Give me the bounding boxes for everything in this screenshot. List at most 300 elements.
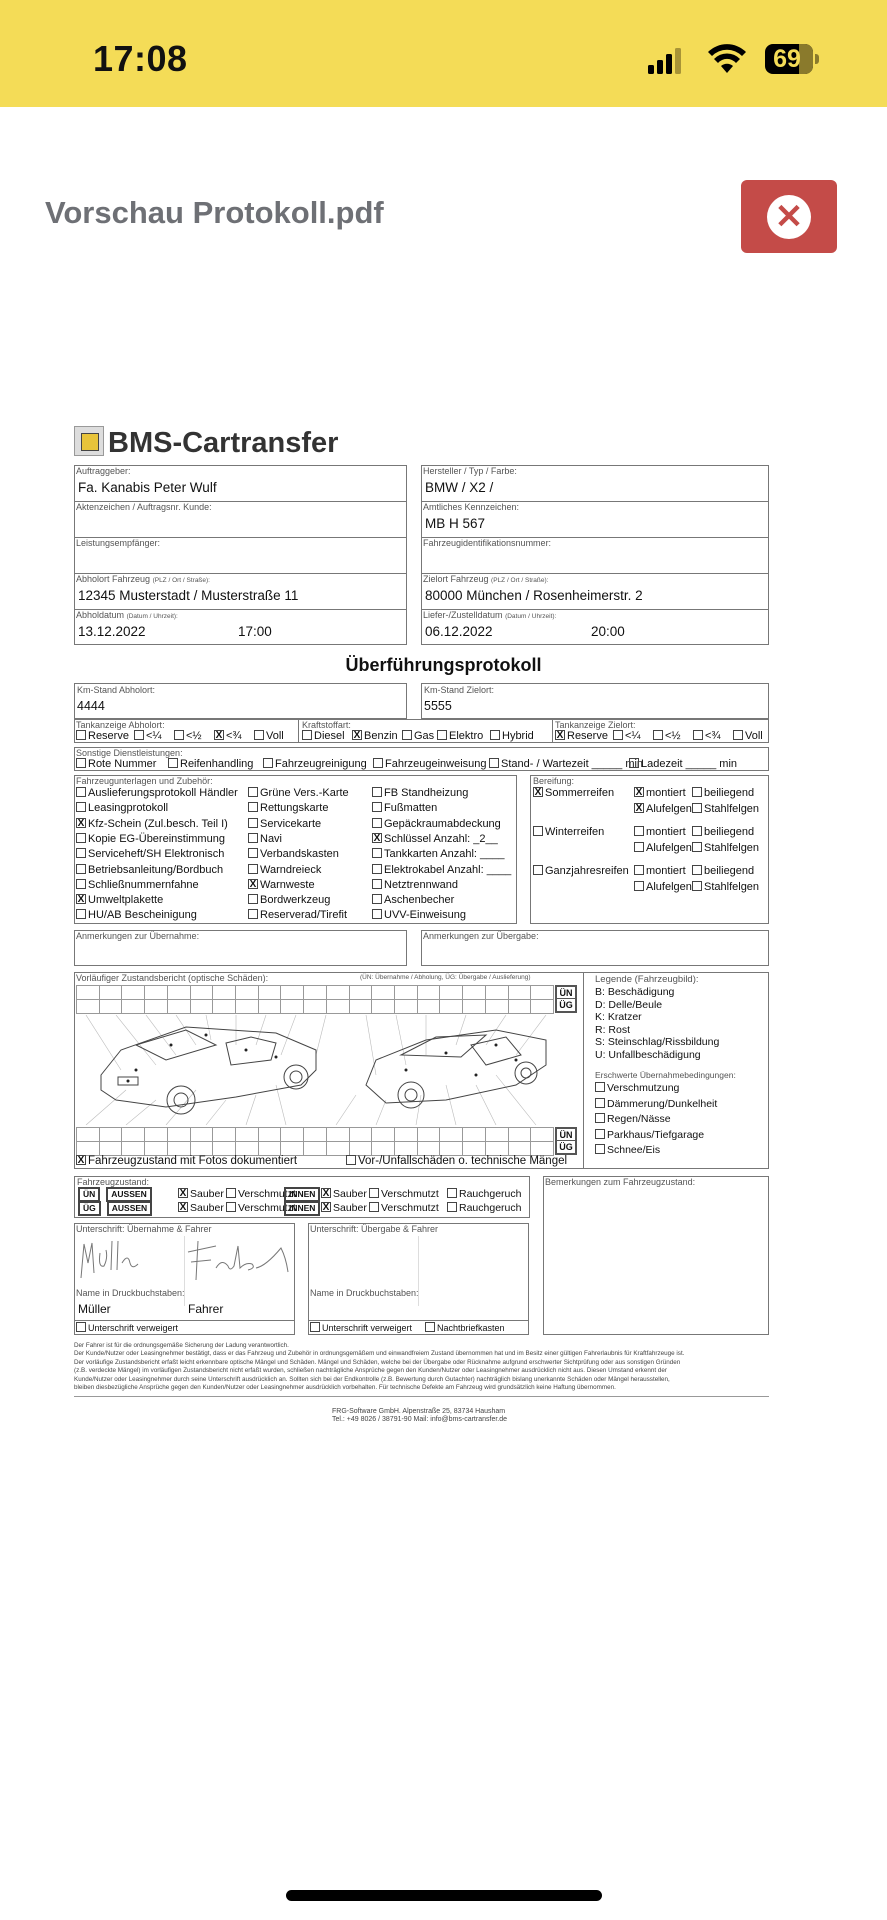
document-option[interactable] [372,787,468,799]
checkbox-icon [733,730,743,740]
checkbox-label: <½ [665,730,681,742]
damage-cell[interactable] [281,1142,304,1156]
km-dest-value: 5555 [424,699,452,713]
checkbox-label: Sauber [333,1202,367,1214]
tire-mount-option[interactable] [634,865,686,877]
checkbox-label: montiert [646,826,686,838]
tank_pickup-option[interactable] [214,730,242,742]
checkbox-icon [76,787,86,797]
field-label [423,574,548,584]
document-option[interactable] [372,894,454,906]
damage-cell[interactable] [145,1142,168,1156]
document-option[interactable] [76,864,223,876]
checkbox-icon [226,1188,236,1198]
tire-mount-option[interactable] [634,787,686,799]
tire-mount-option[interactable] [692,826,754,838]
checkbox-icon [692,787,702,797]
checkbox-label: Reserve [567,730,608,742]
remarks-box[interactable] [543,1176,769,1335]
rim-option[interactable] [634,842,692,854]
checkbox-label: Dämmerung/Dunkelheit [607,1097,718,1110]
field-label-text: Auftraggeber: [76,466,131,476]
fuel-option[interactable] [490,730,534,742]
fuel-option[interactable] [302,730,345,742]
tank-dest-label: Tankanzeige Zielort: [555,720,636,730]
checkbox-checked-icon [634,803,644,813]
field-value[interactable]: MB H 567 [425,516,486,531]
checkbox-label: Leasingprotokoll [88,802,169,815]
damage-cell[interactable] [213,1142,236,1156]
tank_pickup-option[interactable] [174,730,202,742]
document-option[interactable] [372,802,437,814]
tank_pickup-option[interactable] [76,730,129,742]
damage-cell[interactable] [122,1000,145,1014]
field-label-text: Zielort Fahrzeug [423,574,489,584]
legend-item: K: Kratzer [595,1011,642,1023]
damage-cell[interactable] [281,1128,304,1142]
checkbox-icon [373,758,383,768]
damage-cell[interactable] [486,1000,509,1014]
damage-cell[interactable] [236,1000,259,1014]
checkbox-label: Schnee/Eis [607,1144,661,1156]
damage-cell[interactable] [281,986,304,1000]
home-indicator[interactable] [286,1890,602,1901]
damage-cell[interactable] [418,1142,441,1156]
condition-row [78,1187,154,1202]
checkbox-checked-icon [76,894,86,904]
damage-cell[interactable] [440,1142,463,1156]
checkbox-icon [402,730,412,740]
damage-cell[interactable] [168,1000,191,1014]
damage-cell[interactable] [281,1000,304,1014]
checkbox-icon [226,1202,236,1212]
checkbox-icon [595,1144,605,1154]
legend-item: U: Unfallbeschädigung [595,1048,701,1061]
fuel-option[interactable] [437,730,483,742]
un-tag: ÜN [557,987,575,999]
damage-cell[interactable] [509,1000,532,1014]
damage-cell[interactable] [100,986,123,1000]
damage-cell[interactable] [350,1142,373,1156]
damage-cell[interactable] [418,986,441,1000]
damage-cell[interactable] [304,1000,327,1014]
damage-cell[interactable] [509,1128,532,1142]
condition-option[interactable] [595,1129,704,1141]
checkbox-label: Diesel [314,730,345,742]
checkbox-label: Voll [745,730,763,742]
checkbox-checked-icon [321,1188,331,1198]
tire-mount-option[interactable] [692,787,754,799]
damage-cell[interactable] [168,1128,191,1142]
checkbox-icon [76,848,86,858]
damage-cell[interactable] [100,1142,123,1156]
fuel-option[interactable] [402,730,434,742]
document-option[interactable] [248,894,330,906]
mailbox-checkbox[interactable] [425,1322,505,1333]
damage-cell[interactable] [145,1128,168,1142]
rim-option[interactable] [634,803,692,815]
battery-level: 69 [773,45,801,73]
damage-cell[interactable] [100,1128,123,1142]
document-option[interactable] [372,833,498,845]
document-option[interactable] [372,848,504,860]
field-label [423,538,551,548]
disclaimer-line: Der Kunde/Nutzer oder Leasingnehmer bestätigt, dass er das Fahrzeug und Zubehör in ordnungsgemäßem und einwandfreiem Zustand übernommen hat und im Besitz einer gültigen Fahrerlaubnis für Kraftfahrzeuge ist. [74,1350,685,1358]
damage-cell[interactable] [122,1128,145,1142]
checkbox-icon [76,758,86,768]
field-label-text: Amtliches Kennzeichen: [423,502,520,512]
checkbox-label: Reserverad/Tirefit [260,909,348,922]
field-label-text: Fahrzeugidentifikationsnummer: [423,538,552,548]
checkbox-checked-icon [76,1155,86,1165]
tank_dest-option[interactable] [555,730,608,742]
checkbox-icon [168,758,178,768]
tire-type-option[interactable] [533,787,614,799]
un-tag: ÜN [557,1129,575,1141]
document-option[interactable] [76,802,168,814]
damage-cell[interactable] [145,986,168,1000]
fuel-type-label: Kraftstoffart: [302,720,351,730]
legend-item: D: Delle/Beule [595,998,663,1011]
damage-cell[interactable] [259,1128,282,1142]
damage-cell[interactable] [395,1142,418,1156]
damage-cell[interactable] [531,1128,554,1142]
damage-cell[interactable] [350,986,373,1000]
interior-option[interactable] [447,1188,521,1200]
field-time[interactable]: 17:00 [238,624,272,639]
interior-option[interactable] [447,1202,521,1214]
document-option[interactable] [372,818,501,830]
document-option[interactable] [76,848,224,860]
damage-cell[interactable] [259,986,282,1000]
interior-option[interactable] [321,1188,367,1200]
refused-pickup-checkbox[interactable] [76,1322,178,1333]
name-label: Name in Druckbuchstaben: [310,1288,419,1298]
checkbox-label: Stahlfelgen [704,803,760,815]
damage-cell[interactable] [236,986,259,1000]
checkbox-icon [692,842,702,852]
checkbox-label: Tankkarten Anzahl: ____ [384,848,505,861]
checkbox-icon [369,1188,379,1198]
document-option[interactable] [76,879,199,891]
damage-cell[interactable] [259,1142,282,1156]
document-option[interactable] [372,879,458,891]
damage-cell[interactable] [236,1128,259,1142]
document-option[interactable] [76,894,163,906]
checkbox-icon [425,1322,435,1332]
damage-cell[interactable] [304,986,327,1000]
documents-label: Fahrzeugunterlagen und Zubehör: [76,776,213,786]
checkbox-label: Kfz-Schein (Zul.besch. Teil I) [88,817,228,830]
checkbox-label: Rauchgeruch [459,1188,522,1200]
condition-option[interactable] [595,1098,717,1110]
document-option[interactable] [372,864,511,876]
checkbox-label: Fahrzeugeinweisung [385,758,487,770]
field-value[interactable]: Fa. Kanabis Peter Wulf [78,480,217,495]
checkbox-icon [369,1202,379,1212]
damage-cell[interactable] [327,1142,350,1156]
damage-cell[interactable] [77,1142,100,1156]
field-label-text: Abholdatum [76,610,125,620]
document-option[interactable] [248,848,339,860]
checkbox-label: <¼ [625,730,641,742]
tire-mount-option[interactable] [692,865,754,877]
checkbox-icon [248,894,258,904]
document-option[interactable] [76,787,238,799]
damage-cell[interactable] [350,1000,373,1014]
damage-grid-top[interactable] [76,985,554,1014]
km-pickup-value: 4444 [77,699,105,713]
clock: 17:08 [93,38,188,79]
checkbox-icon [634,826,644,836]
checkbox-icon [248,787,258,797]
damage-cell[interactable] [145,1000,168,1014]
name-mueller: Müller [78,1302,111,1316]
prior-damage-checkbox[interactable] [346,1155,567,1167]
signature-fahrer[interactable] [186,1238,291,1283]
damage-cell[interactable] [395,1000,418,1014]
section-title: Überführungsprotokoll [345,655,542,675]
field-value[interactable]: BMW / X2 / [425,480,494,495]
exterior-option[interactable] [178,1188,224,1200]
brand-name: BMS-Cartransfer [108,427,339,459]
checkbox-checked-icon [178,1188,188,1198]
field-label-text: Leistungsempfänger: [76,538,161,548]
damage-cell[interactable] [213,1000,236,1014]
rim-option[interactable] [634,881,692,893]
field-value[interactable]: 06.12.2022 [425,624,493,639]
condition-option[interactable] [595,1144,660,1156]
document-option[interactable] [248,879,315,891]
checkbox-icon [595,1129,605,1139]
damage-cell[interactable] [531,1000,554,1014]
damage-cell[interactable] [191,1142,214,1156]
damage-cell[interactable] [122,1142,145,1156]
tank_dest-option[interactable] [733,730,763,742]
damage-cell[interactable] [213,1128,236,1142]
damage-cell[interactable] [100,1000,123,1014]
damage-cell[interactable] [168,986,191,1000]
service-option[interactable] [629,758,737,770]
checkbox-label: montiert [646,865,686,877]
document-option[interactable] [76,833,225,845]
tank_dest-option[interactable] [653,730,681,742]
checkbox-icon [595,1082,605,1092]
close-circle-icon: ✕ [767,195,811,239]
document-option[interactable] [248,909,347,921]
checkbox-label: Reserve [88,730,129,742]
disclaimer-line: Der Fahrer ist für die ordnungsgemäße Sicherung der Ladung verantwortlich. [74,1342,289,1349]
refused-delivery-checkbox[interactable] [310,1322,412,1333]
tank_dest-option[interactable] [693,730,721,742]
checkbox-icon [76,864,86,874]
field-label-text: Abholort Fahrzeug [76,574,151,584]
damage-cell[interactable] [395,1128,418,1142]
damage-cell[interactable] [486,1128,509,1142]
damage-cell[interactable] [463,1142,486,1156]
divider [583,972,584,1169]
tank_pickup-option[interactable] [254,730,284,742]
exterior-option[interactable] [178,1202,224,1214]
checkbox-icon [372,894,382,904]
ug-tag: ÜG [559,1142,573,1152]
field-value[interactable]: 80000 München / Rosenheimerstr. 2 [425,588,643,603]
field-value[interactable]: 13.12.2022 [78,624,146,639]
damage-cell[interactable] [327,1000,350,1014]
checkbox-icon [634,881,644,891]
footer-contact: Tel.: +49 8026 / 38791-90 Mail: info@bms-cartransfer.de [332,1416,508,1423]
legend-item: B: Beschädigung [595,986,675,998]
document-option[interactable] [76,909,197,921]
checkbox-label: <¾ [226,730,242,742]
damage-cell[interactable] [486,986,509,1000]
damage-cell[interactable] [463,1128,486,1142]
damage-cell[interactable] [327,986,350,1000]
damage-cell[interactable] [304,1142,327,1156]
rim-option[interactable] [692,803,759,815]
damage-cell[interactable] [304,1128,327,1142]
service-option[interactable] [76,758,156,770]
damage-cell[interactable] [509,1142,532,1156]
checkbox-icon [634,865,644,875]
damage-cell[interactable] [191,986,214,1000]
condition-option[interactable] [595,1113,671,1125]
interior-option[interactable] [321,1202,367,1214]
field-time[interactable]: 20:00 [591,624,625,639]
km-dest-label: Km-Stand Zielort: [424,685,495,695]
prior-damage-label: Vor-/Unfallschäden o. technische Mängel [358,1155,568,1167]
notes-pickup-label: Anmerkungen zur Übernahme: [76,931,200,941]
damage-cell[interactable] [418,1000,441,1014]
tire-type-option[interactable] [533,865,629,877]
checkbox-icon [595,1098,605,1108]
signature-pickup-label: Unterschrift: Übernahme & Fahrer [76,1224,212,1234]
checkbox-label: Hybrid [502,730,534,742]
interior-option[interactable] [369,1188,439,1200]
damage-cell[interactable] [191,1000,214,1014]
checkbox-label: Navi [260,832,283,845]
damage-cell[interactable] [463,1000,486,1014]
tire-type-option[interactable] [533,826,604,838]
fuel-option[interactable] [352,730,398,742]
damage-cell[interactable] [395,986,418,1000]
damage-cell[interactable] [213,986,236,1000]
checkbox-label: Aschenbecher [384,894,455,907]
damage-cell[interactable] [440,1000,463,1014]
damage-cell[interactable] [77,1000,100,1014]
tank_dest-option[interactable] [613,730,641,742]
service-option[interactable] [373,758,487,770]
checkbox-icon [372,802,382,812]
document-option[interactable] [248,802,328,814]
checkbox-icon [248,909,258,919]
document-option[interactable] [248,818,321,830]
photo-documented-label: Fahrzeugzustand mit Fotos dokumentiert [88,1155,298,1167]
field-label-text: Liefer-/Zustelldatum [423,610,503,620]
tire-mount-option[interactable] [634,826,686,838]
damage-cell[interactable] [350,1128,373,1142]
interior-tag: INNEN [284,1201,320,1216]
damage-cell[interactable] [463,986,486,1000]
checkbox-label: Sauber [333,1188,367,1200]
photo-documented-checkbox[interactable] [76,1155,297,1167]
checkbox-label: Benzin [364,730,398,742]
damage-cell[interactable] [440,986,463,1000]
damage-cell[interactable] [372,986,395,1000]
field-value[interactable]: 12345 Musterstadt / Musterstraße 11 [78,588,299,603]
document-option[interactable] [248,864,321,876]
damage-cell[interactable] [509,986,532,1000]
condition-label: Fahrzeugzustand: [77,1177,150,1187]
damage-cell[interactable] [372,1000,395,1014]
damage-grid-bottom[interactable] [76,1127,554,1156]
checkbox-label: Gas [414,730,435,742]
damage-cell[interactable] [122,986,145,1000]
services-label: Sonstige Dienstleistungen: [76,748,183,758]
document-option[interactable] [248,787,349,799]
damage-cell[interactable] [418,1128,441,1142]
field-label-text: Aktenzeichen / Auftragsnr. Kunde: [76,502,212,512]
damage-cell[interactable] [372,1128,395,1142]
condition-option[interactable] [595,1082,679,1094]
checkbox-icon [372,864,382,874]
signature-mueller[interactable] [78,1238,178,1283]
document-option[interactable] [372,909,466,921]
damage-cell[interactable] [77,1128,100,1142]
interior-option[interactable] [369,1202,439,1214]
checkbox-label: HU/AB Bescheinigung [88,909,197,922]
field-label-hint: (PLZ / Ort / Straße): [152,577,210,584]
damage-cell[interactable] [327,1128,350,1142]
damage-cell[interactable] [191,1128,214,1142]
document-option[interactable] [248,833,282,845]
damage-cell[interactable] [531,1142,554,1156]
checkbox-label: Rettungskarte [260,802,329,815]
service-option[interactable] [489,758,643,770]
checkbox-icon [437,730,447,740]
disclaimer-line: Kunde/Nutzer oder Leasingnehmer durch seine Unterschrift ausdrücklich an. Sollten sich bei der Endkontrolle (z.B. Bewertung durch Gutachter) nachträglich bislang unerkannte Schäden oder Mängel herausstellen, [74,1375,670,1383]
service-option[interactable] [263,758,367,770]
checkbox-icon [692,803,702,813]
damage-cell[interactable] [486,1142,509,1156]
footer-divider [74,1396,769,1397]
checkbox-label: Serviceheft/SH Elektronisch [88,848,225,861]
checkbox-label: Reifenhandling [180,758,254,770]
checkbox-label: Gepäckraumabdeckung [384,817,501,830]
damage-cell[interactable] [236,1142,259,1156]
damage-cell[interactable] [168,1142,191,1156]
document-option[interactable] [76,818,228,830]
rim-option[interactable] [692,842,759,854]
checkbox-icon [372,848,382,858]
rim-option[interactable] [692,881,759,893]
checkbox-icon [248,864,258,874]
checkbox-label: Umweltplakette [88,894,164,907]
checkbox-label: <¼ [146,730,162,742]
checkbox-icon [653,730,663,740]
checkbox-label: Servicekarte [260,817,322,830]
damage-cell[interactable] [372,1142,395,1156]
damage-cell[interactable] [440,1128,463,1142]
checkbox-label: Bordwerkzeug [260,894,331,907]
checkbox-label: Alufelgen [646,881,692,893]
damage-cell[interactable] [531,986,554,1000]
service-option[interactable] [168,758,253,770]
checkbox-checked-icon [352,730,362,740]
tank_pickup-option[interactable] [134,730,162,742]
damage-cell[interactable] [259,1000,282,1014]
damage-cell[interactable] [77,986,100,1000]
